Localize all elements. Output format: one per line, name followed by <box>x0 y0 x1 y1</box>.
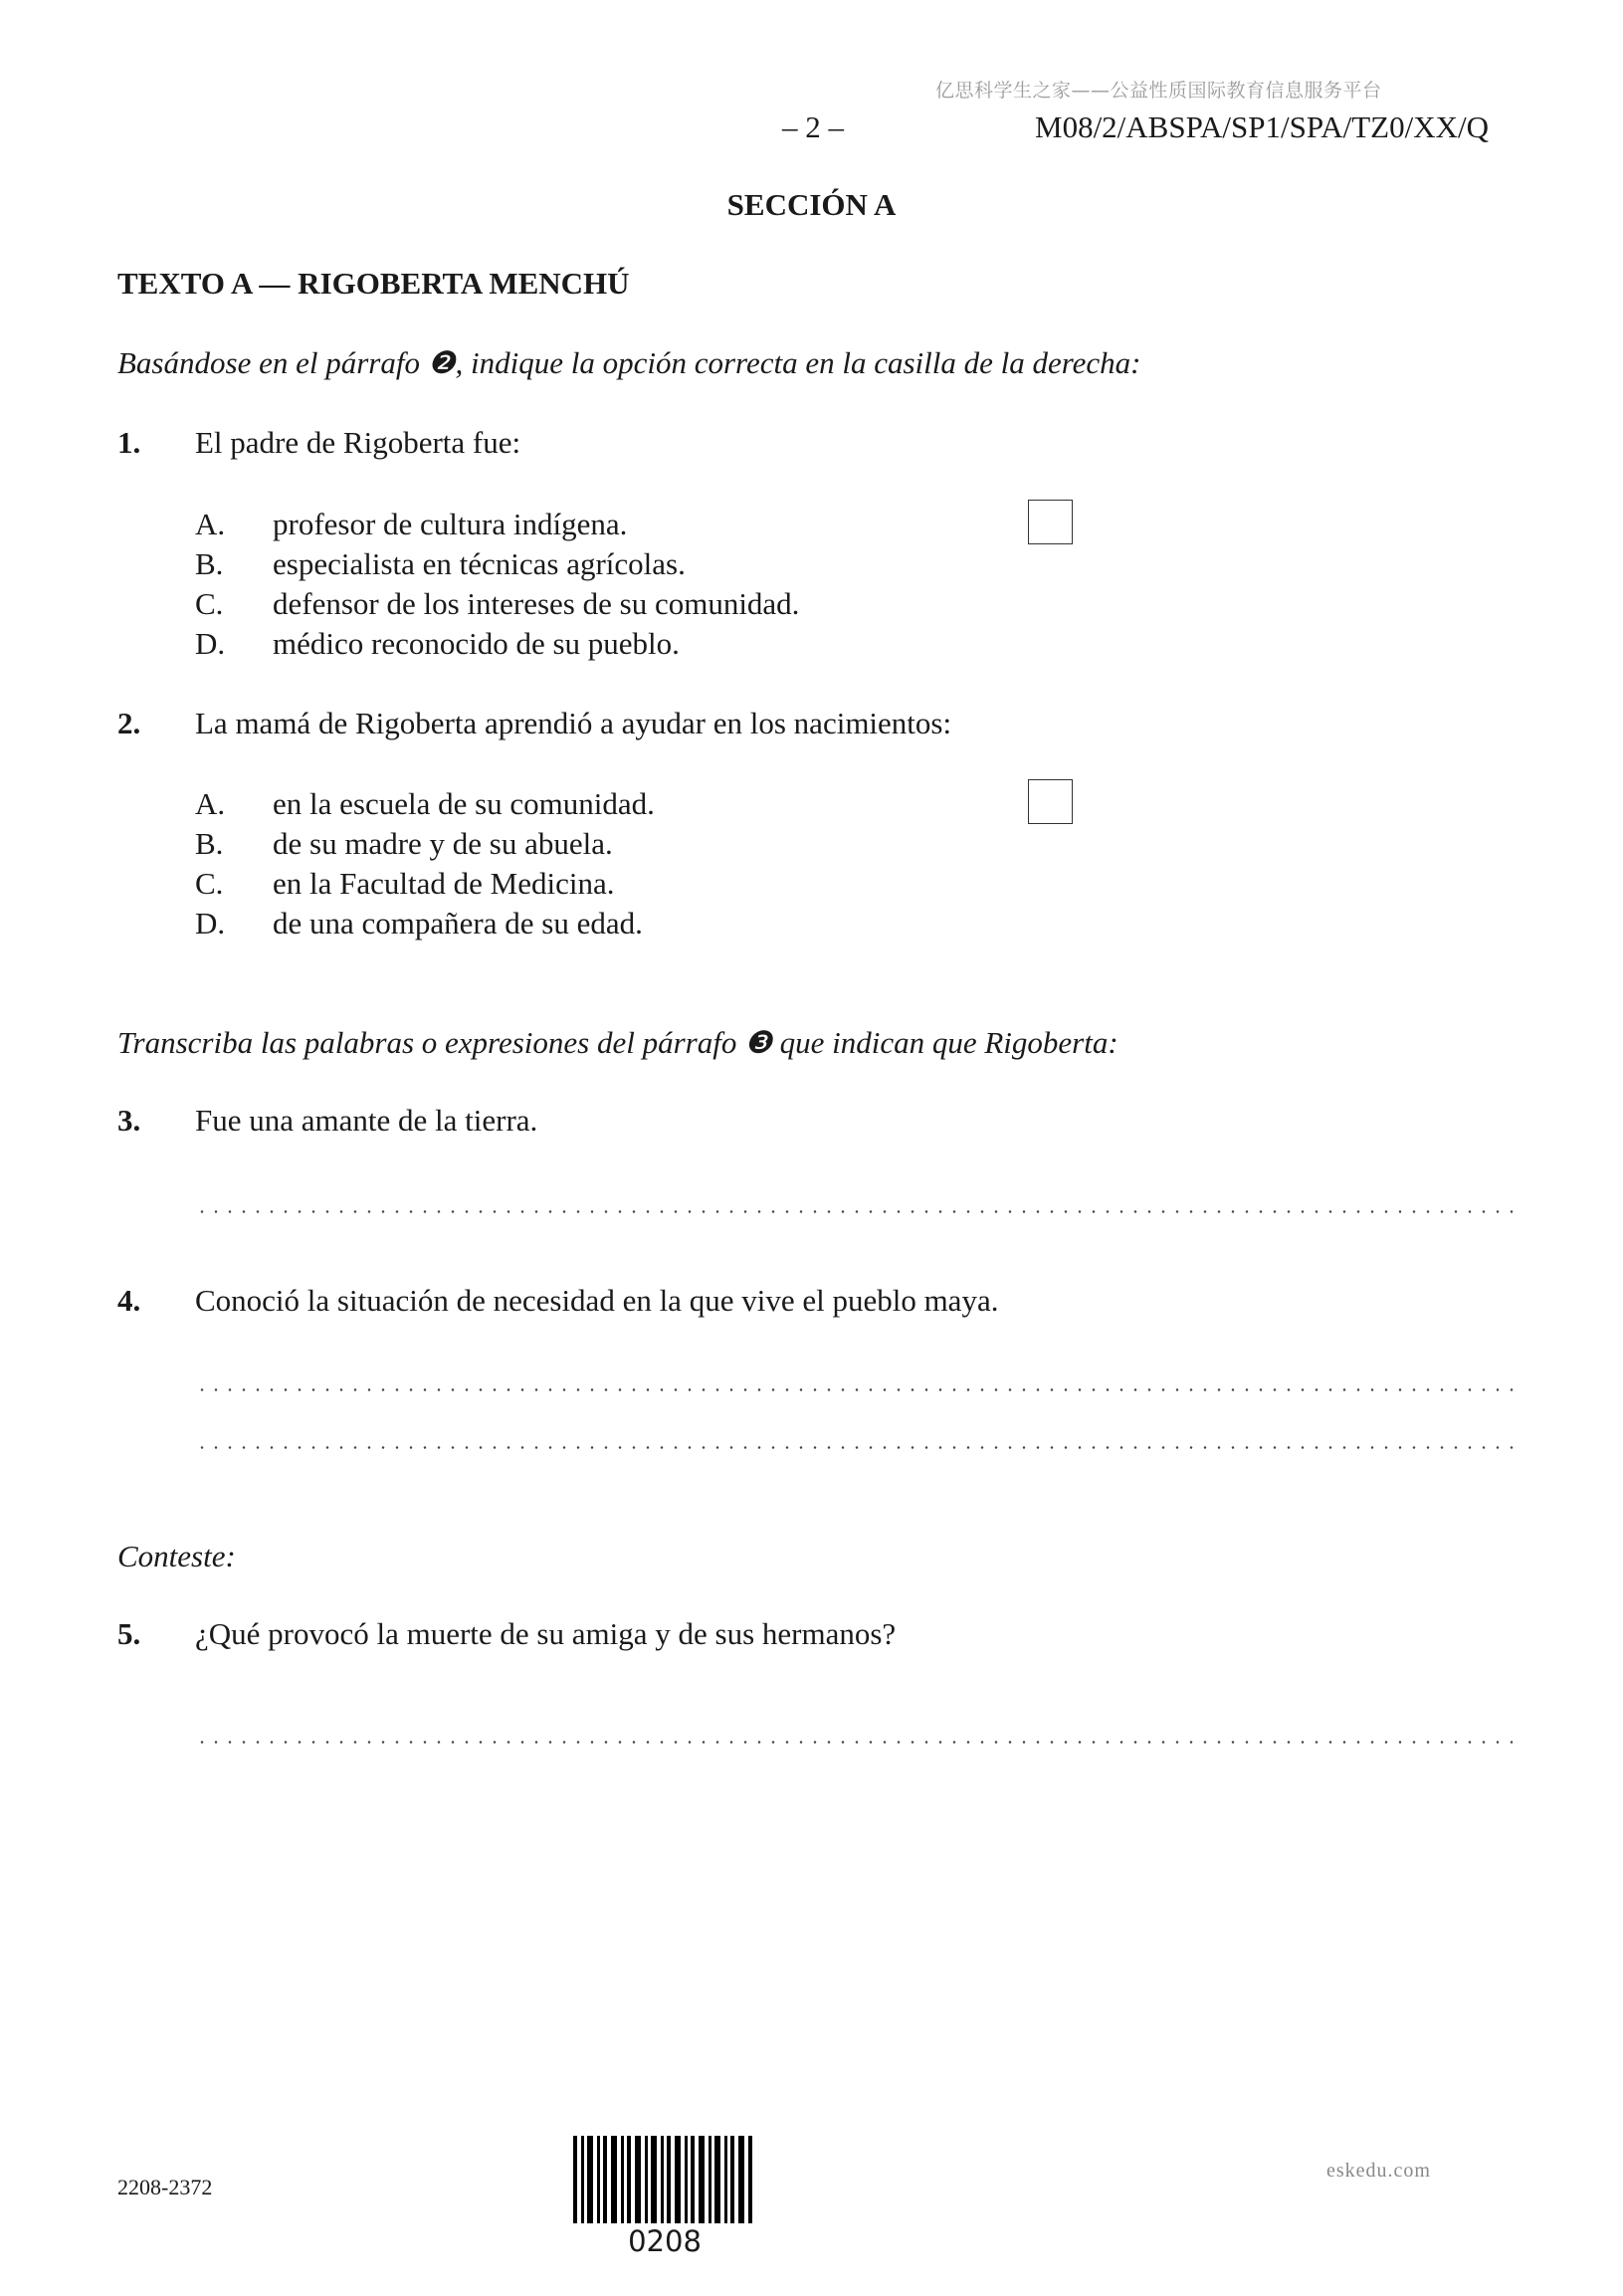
question-number: 3. <box>117 1103 141 1138</box>
question-number: 5. <box>117 1616 141 1651</box>
question-text: Fue una amante de la tierra. <box>195 1103 538 1138</box>
option-text: médico reconocido de su pueblo. <box>273 626 680 661</box>
question-text: El padre de Rigoberta fue: <box>195 425 521 460</box>
option-text: en la Facultad de Medicina. <box>273 866 615 901</box>
question-text: La mamá de Rigoberta aprendió a ayudar en los nacimientos: <box>195 706 952 740</box>
answer-line[interactable] <box>195 1210 1514 1213</box>
answer-line[interactable] <box>195 1446 1514 1449</box>
answer-box-q2[interactable] <box>1028 779 1073 824</box>
option-letter: D. <box>195 906 226 940</box>
option-letter: C. <box>195 586 224 621</box>
option-text: profesor de cultura indígena. <box>273 507 628 541</box>
barcode <box>573 2136 756 2223</box>
text-title: TEXTO A — RIGOBERTA MENCHÚ <box>117 266 630 301</box>
option-text: de una compañera de su edad. <box>273 906 643 940</box>
question-text: Conoció la situación de necesidad en la que vive el pueblo maya. <box>195 1283 999 1318</box>
option-letter: C. <box>195 866 224 901</box>
option-text: en la escuela de su comunidad. <box>273 786 655 821</box>
section-title: SECCIÓN A <box>726 187 897 222</box>
watermark-text: 亿思科学生之家——公益性质国际教育信息服务平台 <box>935 80 1382 102</box>
answer-box-q1[interactable] <box>1028 500 1073 544</box>
option-text: defensor de los intereses de su comunidad. <box>273 586 800 621</box>
option-letter: A. <box>195 786 226 821</box>
document-code: 2208-2372 <box>117 2175 213 2199</box>
question-number: 4. <box>117 1283 141 1318</box>
question-number: 1. <box>117 425 141 460</box>
option-text: especialista en técnicas agrícolas. <box>273 546 686 581</box>
option-letter: B. <box>195 826 224 861</box>
option-text: de su madre y de su abuela. <box>273 826 613 861</box>
instruction-answer: Conteste: <box>117 1539 236 1573</box>
page-number: – 2 – <box>782 109 844 144</box>
question-number: 2. <box>117 706 141 740</box>
option-letter: D. <box>195 626 226 661</box>
site-watermark: eskedu.com <box>1326 2160 1431 2182</box>
answer-line[interactable] <box>195 1388 1514 1391</box>
answer-line[interactable] <box>195 1741 1514 1744</box>
option-letter: B. <box>195 546 224 581</box>
question-text: ¿Qué provocó la muerte de su amiga y de sus hermanos? <box>195 1616 897 1651</box>
option-letter: A. <box>195 507 226 541</box>
barcode-number: 0208 <box>628 2224 702 2258</box>
instruction-transcribe: Transcriba las palabras o expresiones del párrafo ❸ que indican que Rigoberta: <box>117 1025 1118 1060</box>
instruction-multiple-choice: Basándose en el párrafo ❷, indique la opción correcta en la casilla de la derecha: <box>117 345 1141 380</box>
exam-code: M08/2/ABSPA/SP1/SPA/TZ0/XX/Q <box>1035 109 1489 144</box>
